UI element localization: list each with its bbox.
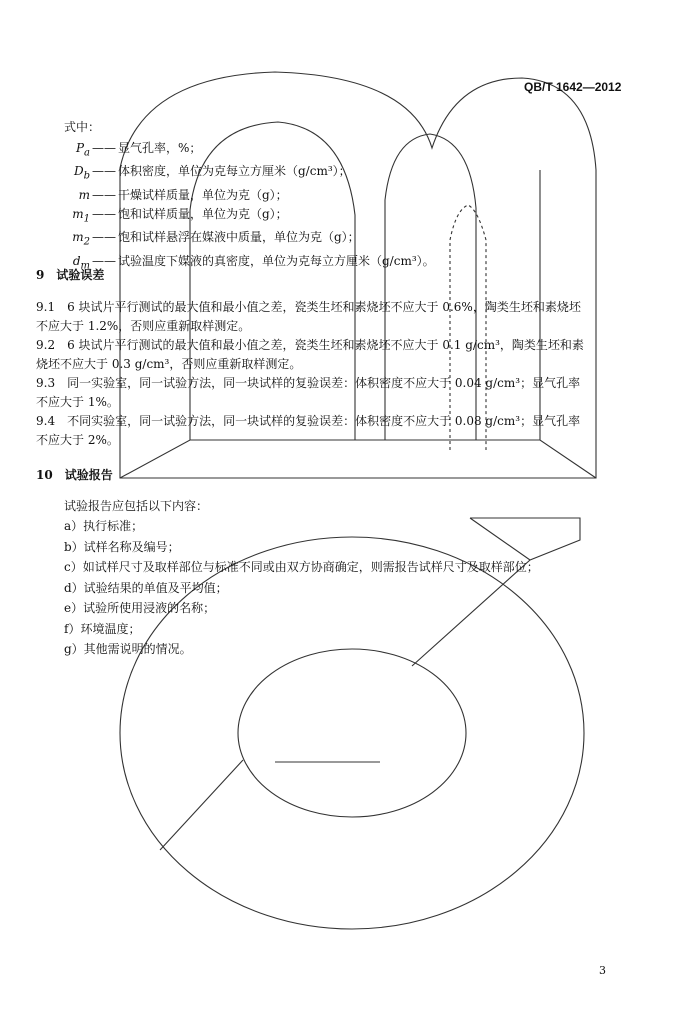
report-items-list bbox=[64, 516, 539, 660]
page-number: 3 bbox=[599, 964, 606, 977]
definition-list bbox=[64, 139, 435, 275]
definition-row: $P_a$ —— 显气孔率，%； bbox=[64, 139, 435, 162]
symbol-m2: $m_2$ bbox=[72, 230, 90, 248]
definition-text: 饱和试样悬浮在媒液中质量，单位为克（g）； bbox=[118, 230, 360, 245]
list-item: g）其他需说明的情况。 bbox=[64, 642, 192, 656]
list-item: a）执行标准； bbox=[64, 519, 144, 533]
list-item: f）环境温度； bbox=[64, 621, 141, 636]
list-item: c）如试样尺寸及取样部位与标准不同或由双方协商确定，则需报告试样尺寸及取样部位； bbox=[64, 560, 539, 574]
paragraph-line: 不应大于 1.2%，否则应重新取样测定。 bbox=[36, 319, 251, 333]
paragraph-line: 烧坯不应大于 0.3 g/cm³，否则应重新取样测定。 bbox=[36, 357, 302, 371]
paragraph-line: 9.2 6 块试片平行测试的最大值和最小值之差，瓷类生坯和素烧坯不应大于 0.1 g/cm³，陶类生坯和素 bbox=[36, 338, 584, 352]
definition-text: 饱和试样质量，单位为克（g）； bbox=[118, 206, 288, 221]
definition-text: 试验温度下媒液的真密度，单位为克每立方厘米（g/cm³）。 bbox=[118, 253, 435, 268]
where-intro: 式中： bbox=[64, 120, 101, 134]
section-9-body bbox=[36, 298, 584, 450]
definition-row: $m_1$ —— 饱和试样质量，单位为克（g）； bbox=[64, 205, 435, 228]
definition-row: $d_m$ —— 试验温度下媒液的真密度，单位为克每立方厘米（g/cm³）。 bbox=[64, 252, 435, 275]
paragraph-line: 9.4 不同实验室，同一试验方法，同一块试样的复验误差：体积密度不应大于 0.08 g/cm³；显气孔率 bbox=[36, 414, 581, 428]
definition-row: $D_b$ —— 体积密度，单位为克每立方厘米（g/cm³）； bbox=[64, 162, 435, 185]
definition-row: $m_2$ —— 饱和试样悬浮在媒液中质量，单位为克（g）； bbox=[64, 228, 435, 251]
paragraph-line: 不应大于 2%。 bbox=[36, 433, 119, 447]
symbol-pa: $P_a$ bbox=[75, 141, 90, 159]
standard-code-header: QB/T 1642—2012 bbox=[524, 80, 622, 94]
section-9-heading: 9 试验误差 bbox=[36, 268, 105, 282]
symbol-dm: $d_m$ bbox=[72, 253, 90, 271]
paragraph-line: 9.3 同一实验室，同一试验方法，同一块试样的复验误差：体积密度不应大于 0.04 g/cm³；显气孔率 bbox=[36, 376, 581, 390]
definition-text: 体积密度，单位为克每立方厘米（g/cm³）； bbox=[118, 164, 351, 179]
definition-text: 显气孔率，%； bbox=[118, 141, 202, 155]
paragraph-line: 不应大于 1%。 bbox=[36, 395, 119, 409]
list-item: b）试样名称及编号； bbox=[64, 539, 180, 554]
symbol-db: $D_b$ bbox=[73, 164, 90, 182]
section-10-intro: 试验报告应包括以下内容： bbox=[64, 499, 209, 513]
definition-text: 干燥试样质量，单位为克（g）； bbox=[118, 187, 288, 202]
section-10-heading: 10 试验报告 bbox=[36, 468, 113, 482]
symbol-m: m bbox=[78, 187, 90, 202]
list-item: d）试验结果的单值及平均值； bbox=[64, 580, 228, 595]
definition-row: m —— 干燥试样质量，单位为克（g）； bbox=[64, 186, 435, 205]
list-item: e）试验所使用浸液的名称； bbox=[64, 601, 216, 615]
paragraph-line: 9.1 6 块试片平行测试的最大值和最小值之差，瓷类生坯和素烧坯不应大于 0.6%，陶类生坯和素烧坯 bbox=[36, 300, 581, 314]
symbol-m1: $m_1$ bbox=[72, 206, 90, 225]
